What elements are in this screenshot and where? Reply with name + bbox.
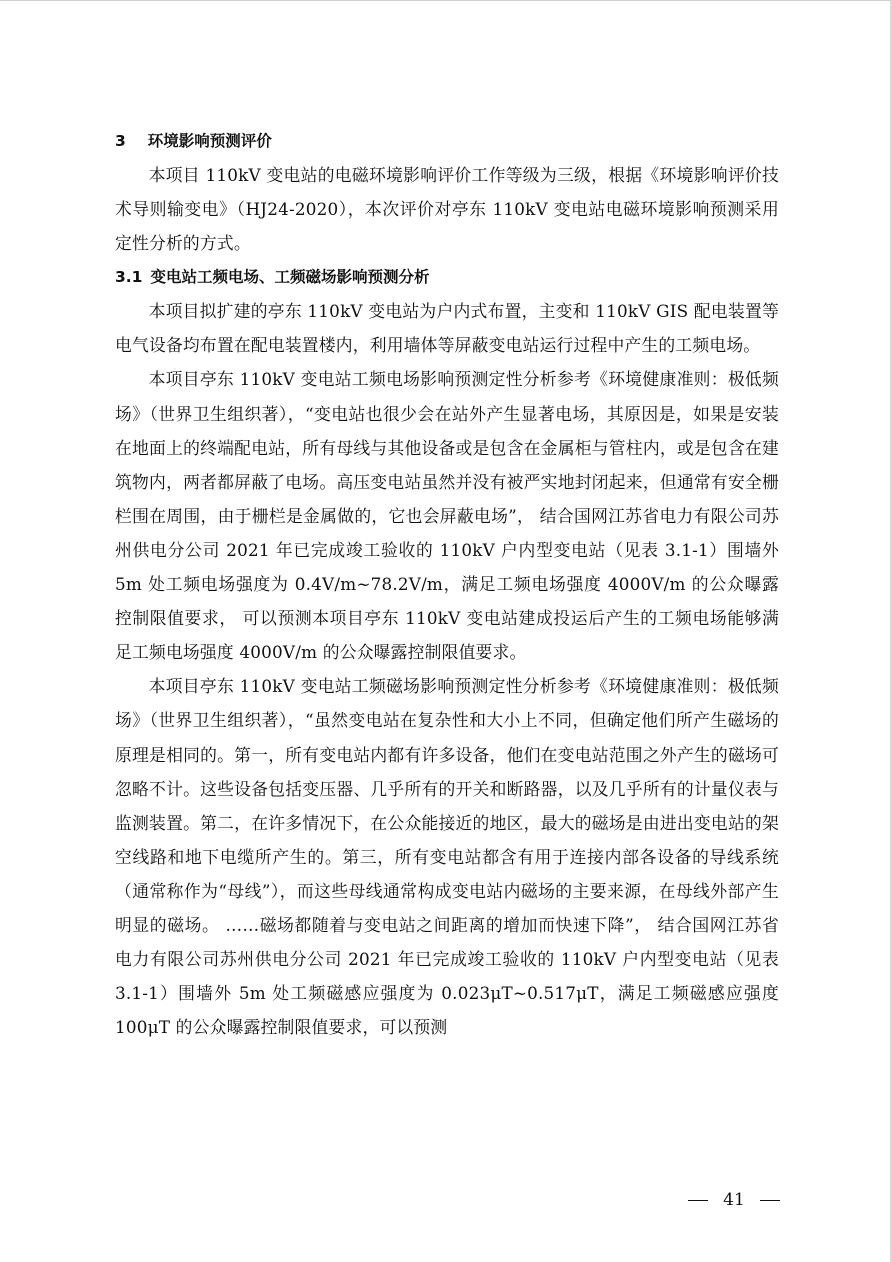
section-3-paragraph: 本项目 110kV 变电站的电磁环境影响评价工作等级为三级，根据《环境影响评价技术导则输变电》（HJ24-2020），本次评价对亭东 110kV 变电站电磁环境影响预测采用定性分析的方式。 bbox=[115, 165, 779, 254]
section-3-1-title: 变电站工频电场、工频磁场影响预测分析 bbox=[150, 268, 430, 287]
page-footer bbox=[688, 1185, 780, 1215]
page-number: 41 bbox=[723, 1190, 745, 1210]
section-3-1-number: 3.1 bbox=[115, 268, 143, 287]
section-3-title: 环境影响预测评价 bbox=[147, 132, 272, 150]
section-3-1-paragraph-magnetic-field: 本项目亭东 110kV 变电站工频磁场影响预测定性分析参考《环境健康准则：极低频场》（世界卫生组织著），“虽然变电站在复杂性和大小上不同，但确定他们所产生磁场的原理是相同的。第一，所有变电站内都有许多设备，他们在变电站范围之外产生的磁场可忽略不计。这些设备包括变压器、几乎所有的开关和断路器，以及几乎所有的计量仪表与监测装置。第二，在许多情况下，在公众能接近的地区，最大的磁场是由进出变电站的架空线路和地下电缆所产生的。第三，所有变电站都含有用于连接内部各设备的导线系统（通常称作为“母线”），而这些母线通常构成变电站内磁场的主要来源，在母线外部产生明显的磁场。 ……磁场都随着与变电站之间距离的增加而快速下降”， 结合国网江苏省电力有限公司苏州供电分公司 2021 年已完成竣工验收的 110kV 户内型变电站（见表 3.1-1）围墙外 5m 处工频磁感应强度为 0.023μT~0.517μT，满足工频磁感应强度 100μT 的公众曝露控制限值要求，可以预测 bbox=[115, 676, 779, 1038]
top-edge-line bbox=[0, 0, 892, 1]
section-3-number: 3 bbox=[115, 132, 126, 150]
footer-dash-right bbox=[760, 1200, 780, 1201]
section-3-1-paragraph-electric-field: 本项目亭东 110kV 变电站工频电场影响预测定性分析参考《环境健康准则：极低频场》（世界卫生组织著），“变电站也很少会在站外产生显著电场，其原因是，如果是安装在地面上的终端配电站，所有母线与其他设备或是包含在金属柜与管柱内，或是包含在建筑物内，两者都屏蔽了电场。高压变电站虽然并没有被严实地封闭起来，但通常有安全栅栏围在周围，由于栅栏是金属做的，它也会屏蔽电场”， 结合国网江苏省电力有限公司苏州供电分公司 2021 年已完成竣工验收的 110kV 户内型变电站（见表 3.1-1）围墙外 5m 处工频电场强度为 0.4V/m~78.2V/m，满足工频电场强度 4000V/m 的公众曝露控制限值要求， 可以预测本项目亭东 110kV 变电站建成投运后产生的工频电场能够满足工频电场强度 4000V/m 的公众曝露控制限值要求。 bbox=[115, 369, 779, 663]
section-3-1-heading bbox=[115, 260, 779, 294]
section-3-1-paragraph-electric-layout: 本项目拟扩建的亭东 110kV 变电站为户内式布置，主变和 110kV GIS 配电装置等电气设备均布置在配电装置楼内，利用墙体等屏蔽变电站运行过程中产生的工频电场。 bbox=[115, 301, 779, 356]
footer-dash-left bbox=[688, 1200, 708, 1201]
page-content bbox=[115, 124, 779, 1044]
section-3-heading bbox=[115, 124, 779, 158]
